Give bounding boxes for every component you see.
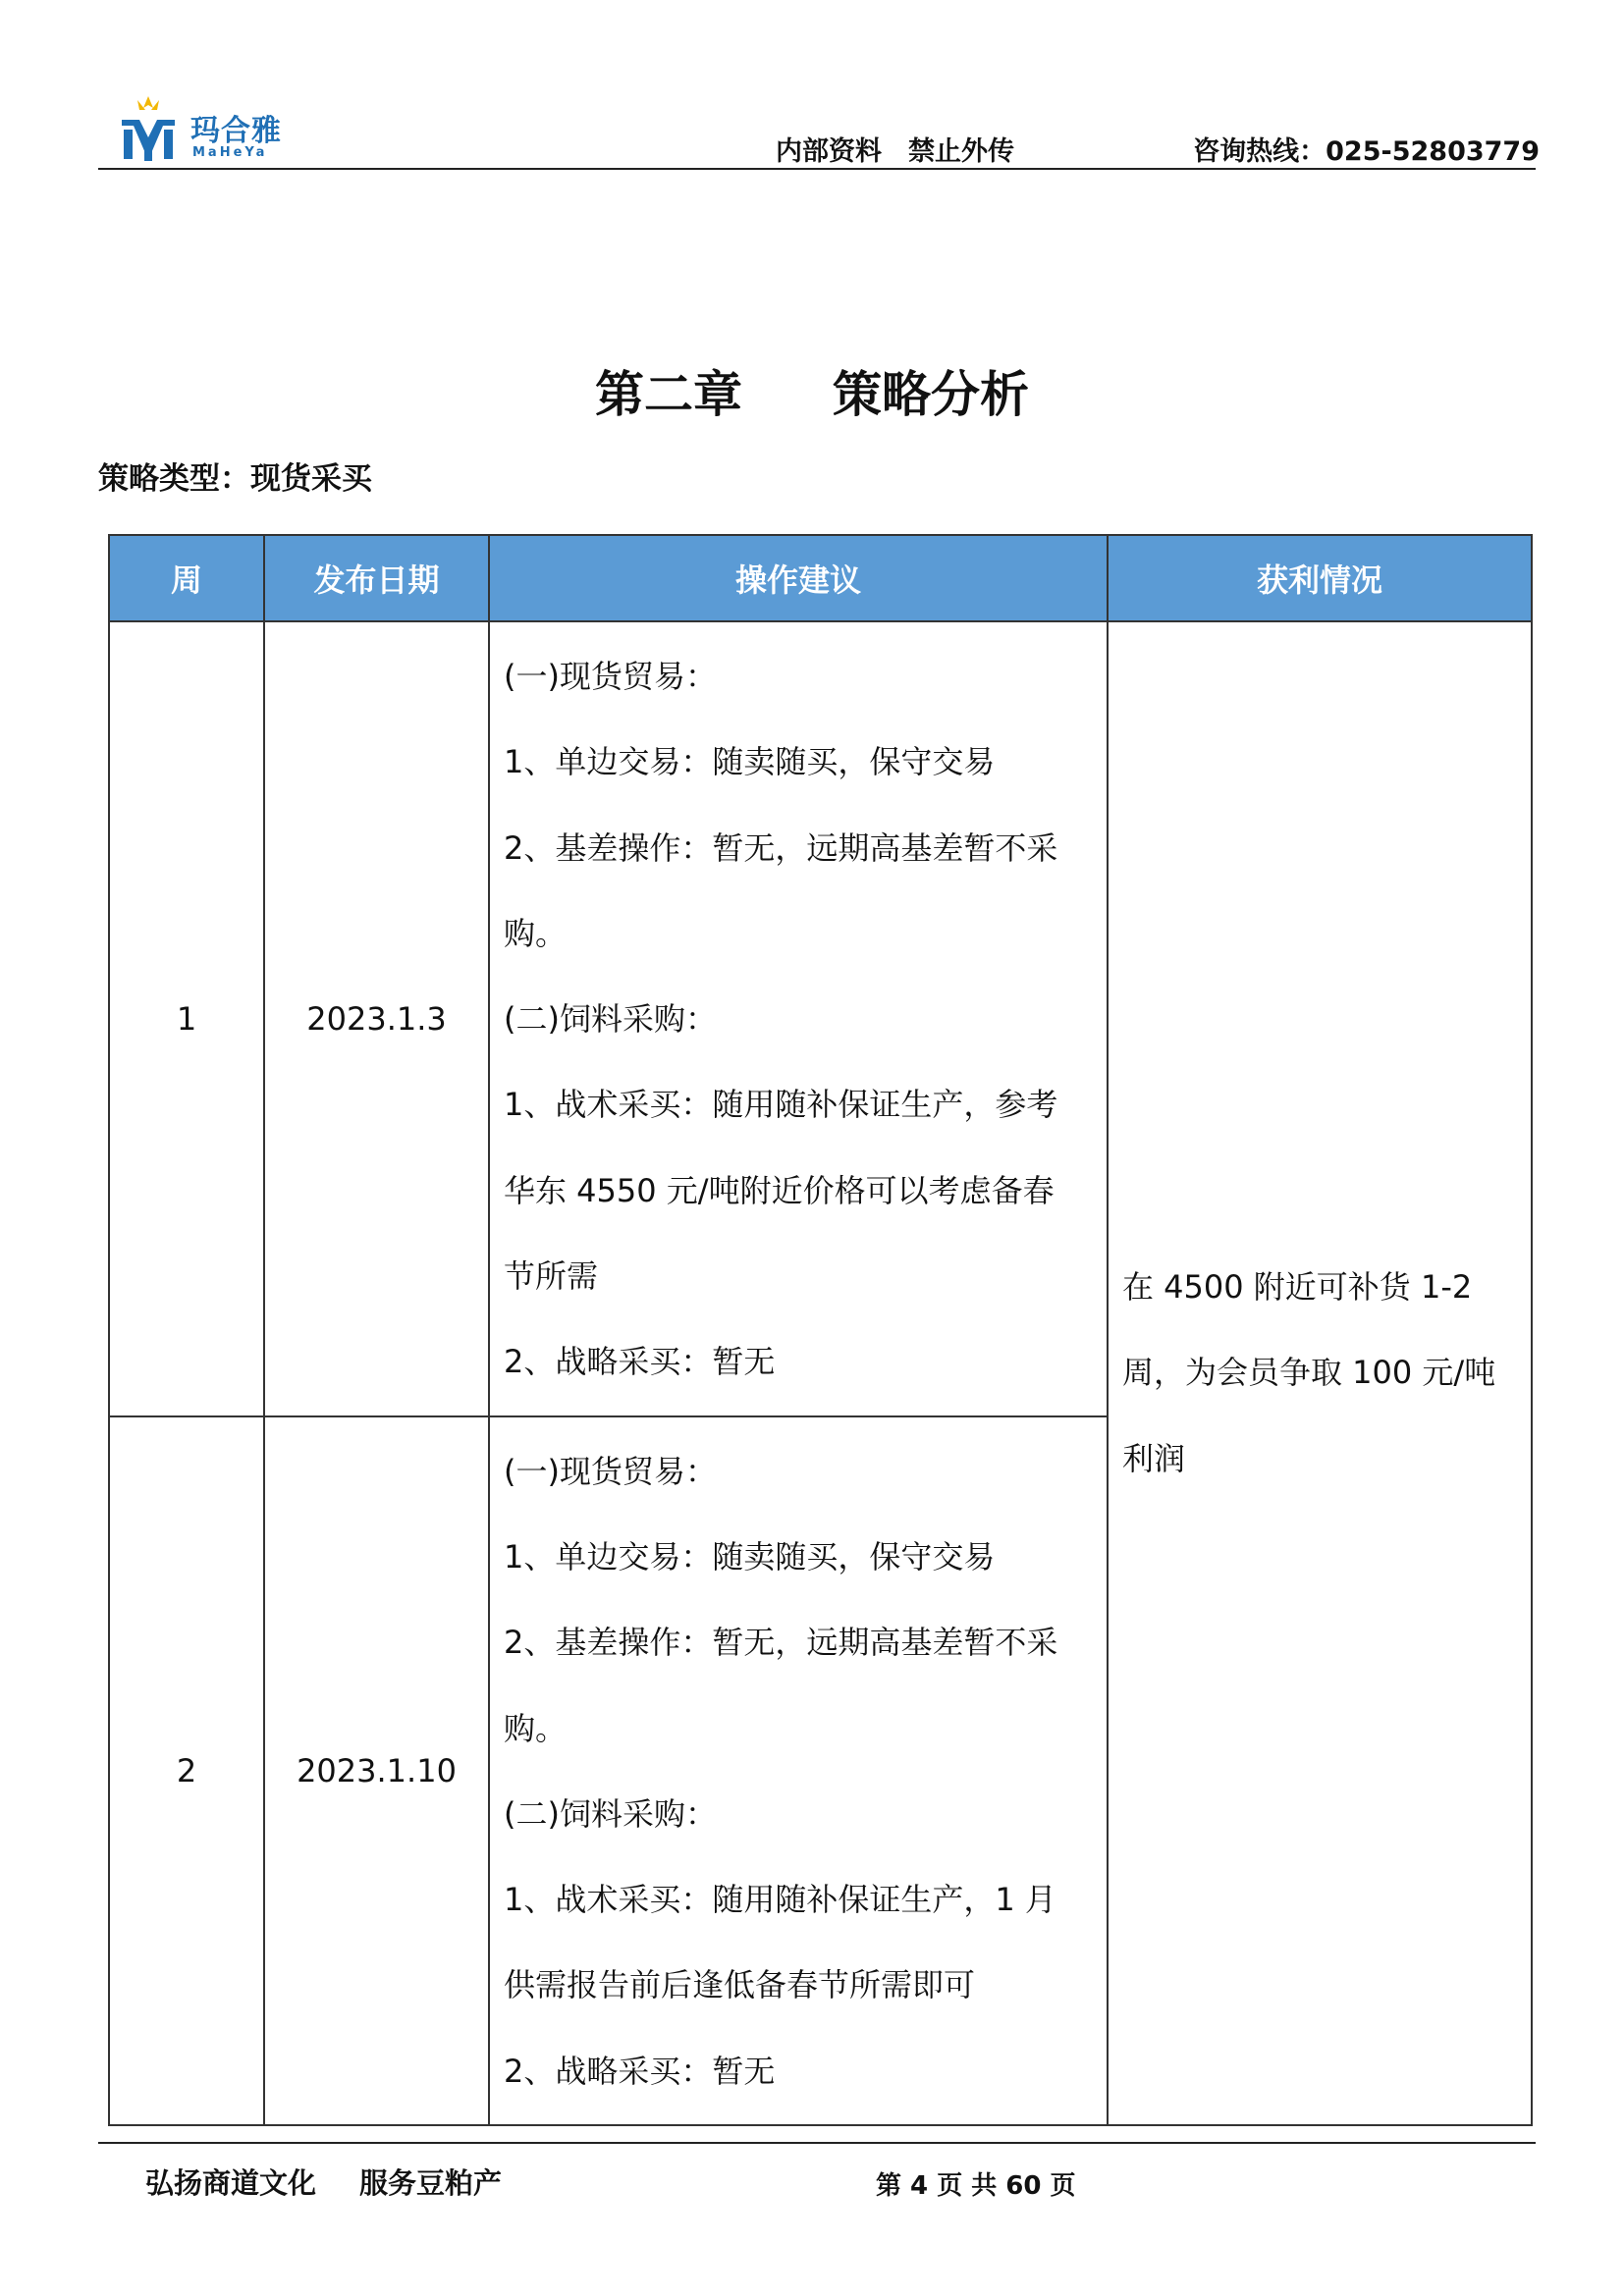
header-date: 发布日期 [264,535,489,621]
advice-line: 华东 4550 元/吨附近价格可以考虑备春 [504,1171,1055,1209]
advice-line: 2、基差操作：暂无，远期高基差暂不采 [504,828,1058,867]
profit-cell [1108,621,1532,2125]
slogan-part-2: 服务豆粕产 [359,2166,503,2200]
strategy-type: 策略类型：现货采买 [98,461,372,497]
chapter-name: 策略分析 [833,366,1029,423]
advice-line: 1、战术采买：随用随补保证生产，参考 [504,1086,1058,1124]
advice-line: 1、战术采买：随用随补保证生产，1 月 [504,1881,1056,1919]
table-row [109,621,1532,1416]
profit-line: 在 4500 附近可补货 1-2 [1122,1268,1473,1307]
week-cell: 2 [109,1416,264,2125]
week-cell: 1 [109,621,264,1416]
advice-line: 2、战略采买：暂无 [504,2052,776,2090]
hotline: 咨询热线：025-52803779 [1193,136,1540,167]
header-advice: 操作建议 [489,535,1108,621]
advice-line: 1、单边交易：随卖随买，保守交易 [504,743,996,781]
page-title [0,355,1624,426]
chapter-number: 第二章 [595,366,742,423]
advice-line: 节所需 [504,1257,599,1296]
header-profit: 获利情况 [1108,535,1532,621]
advice-line: 供需报告前后逢低备春节所需即可 [504,1966,976,2004]
advice-line: 2、战略采买：暂无 [504,1343,776,1381]
advice-line: 购。 [504,1709,568,1747]
advice-line: (二)饲料采购： [504,1794,717,1833]
profit-line: 周，为会员争取 100 元/吨 [1122,1354,1496,1392]
advice-line: 购。 [504,914,568,952]
profit-line: 利润 [1122,1439,1186,1477]
advice-line: 1、单边交易：随卖随买，保守交易 [504,1537,996,1575]
maheya-logo-icon [118,94,179,165]
advice-line: 2、基差操作：暂无，远期高基差暂不采 [504,1624,1058,1662]
page-number: 第 4 页 共 60 页 [876,2171,1076,2201]
strategy-table [108,534,1533,2126]
date-cell: 2023.1.3 [264,621,489,1416]
advice-cell [489,621,1108,1416]
footer-divider [98,2142,1536,2144]
advice-cell [489,1416,1108,2125]
logo-english-name: MaHeYa [192,145,268,160]
logo-chinese-name: 玛合雅 [190,114,282,148]
header-week: 周 [109,535,264,621]
advice-line: (一)现货贸易： [504,658,717,695]
advice-line: (一)现货贸易： [504,1452,717,1490]
internal-notice: 内部资料 禁止外传 [776,136,1014,167]
date-cell: 2023.1.10 [264,1416,489,2125]
company-logo [118,94,304,165]
table-header-row [109,535,1532,621]
header-divider [98,168,1536,170]
slogan-part-1: 弘扬商道文化 [145,2166,317,2200]
advice-line: (二)饲料采购： [504,1000,717,1039]
footer-slogan [145,2162,502,2202]
